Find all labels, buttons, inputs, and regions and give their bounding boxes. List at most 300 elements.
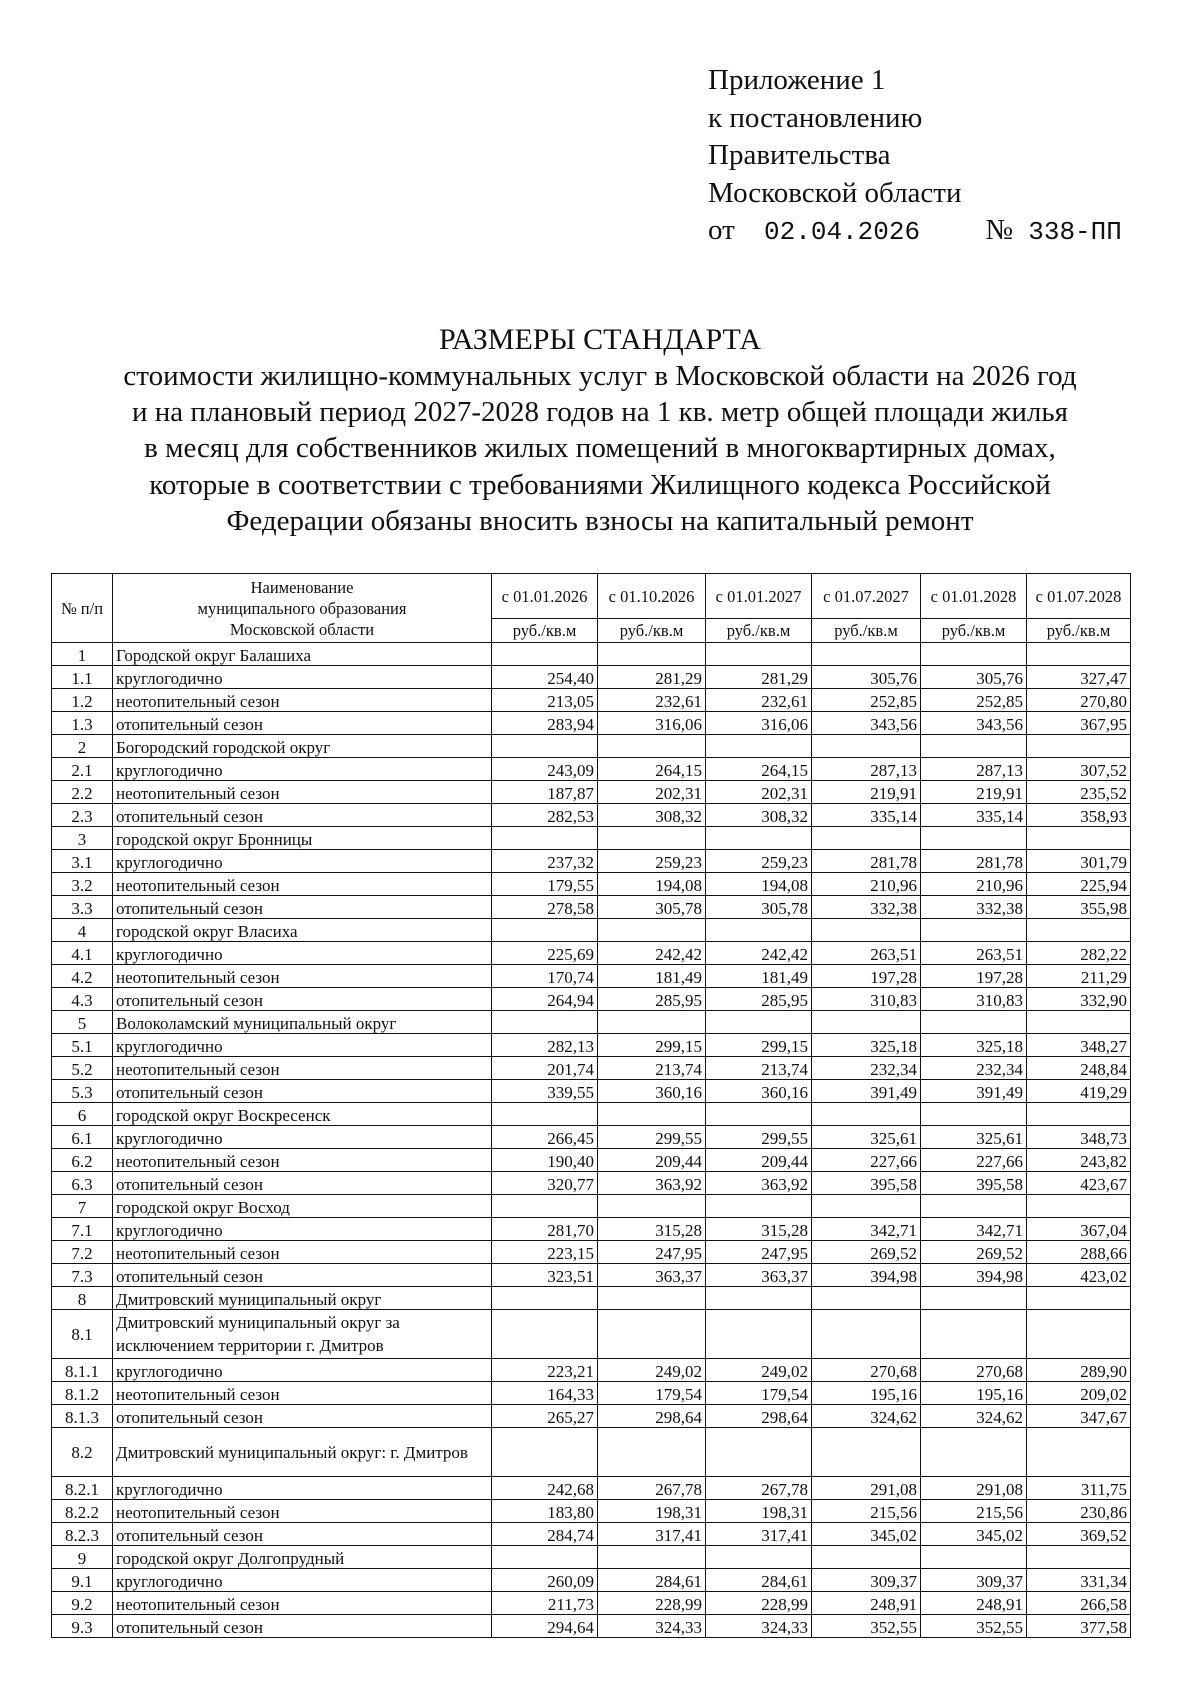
row-value: 423,02 bbox=[1027, 1264, 1131, 1287]
row-value: 363,92 bbox=[706, 1172, 812, 1195]
row-name: Дмитровский муниципальный округ: г. Дмитров bbox=[113, 1428, 492, 1477]
row-name: неотопительный сезон bbox=[113, 1149, 492, 1172]
row-value: 181,49 bbox=[706, 965, 812, 988]
row-name: круглогодично bbox=[113, 1359, 492, 1382]
row-value: 317,41 bbox=[706, 1523, 812, 1546]
row-value: 348,27 bbox=[1027, 1034, 1131, 1057]
row-value bbox=[598, 1428, 706, 1477]
row-number: 5 bbox=[52, 1011, 113, 1034]
row-value: 202,31 bbox=[706, 781, 812, 804]
row-value bbox=[812, 1310, 921, 1359]
row-value: 228,99 bbox=[598, 1592, 706, 1615]
row-number: 2.3 bbox=[52, 804, 113, 827]
row-value: 243,09 bbox=[492, 758, 598, 781]
row-value: 179,54 bbox=[598, 1382, 706, 1405]
table-row bbox=[52, 689, 1131, 712]
row-value bbox=[812, 1287, 921, 1310]
row-value: 248,84 bbox=[1027, 1057, 1131, 1080]
row-number: 8.1.2 bbox=[52, 1382, 113, 1405]
row-name: отопительный сезон bbox=[113, 1523, 492, 1546]
row-name: неотопительный сезон bbox=[113, 1382, 492, 1405]
row-value bbox=[921, 919, 1027, 942]
row-value: 342,71 bbox=[812, 1218, 921, 1241]
row-value bbox=[706, 1546, 812, 1569]
row-number: 8.2 bbox=[52, 1428, 113, 1477]
row-value bbox=[921, 1310, 1027, 1359]
table-row bbox=[52, 804, 1131, 827]
row-number: 7.3 bbox=[52, 1264, 113, 1287]
table-row bbox=[52, 1405, 1131, 1428]
row-value: 305,78 bbox=[598, 896, 706, 919]
table-row bbox=[52, 896, 1131, 919]
row-value bbox=[492, 1011, 598, 1034]
row-name: круглогодично bbox=[113, 1126, 492, 1149]
row-value: 367,04 bbox=[1027, 1218, 1131, 1241]
row-number: 6.2 bbox=[52, 1149, 113, 1172]
row-value: 179,54 bbox=[706, 1382, 812, 1405]
row-value bbox=[1027, 1103, 1131, 1126]
row-value: 248,91 bbox=[812, 1592, 921, 1615]
row-value bbox=[598, 1195, 706, 1218]
row-number: 3.2 bbox=[52, 873, 113, 896]
row-value bbox=[706, 827, 812, 850]
row-value: 232,61 bbox=[706, 689, 812, 712]
row-name: Волоколамский муниципальный округ bbox=[113, 1011, 492, 1034]
row-value: 323,51 bbox=[492, 1264, 598, 1287]
row-value: 281,70 bbox=[492, 1218, 598, 1241]
row-value bbox=[706, 1195, 812, 1218]
row-value: 363,92 bbox=[598, 1172, 706, 1195]
row-value bbox=[1027, 643, 1131, 666]
row-number: 5.2 bbox=[52, 1057, 113, 1080]
row-value bbox=[1027, 1546, 1131, 1569]
row-number: 9.2 bbox=[52, 1592, 113, 1615]
row-name: отопительный сезон bbox=[113, 1172, 492, 1195]
row-value: 232,34 bbox=[921, 1057, 1027, 1080]
row-value bbox=[706, 1310, 812, 1359]
row-value: 209,44 bbox=[598, 1149, 706, 1172]
row-value bbox=[812, 1546, 921, 1569]
row-value: 219,91 bbox=[921, 781, 1027, 804]
row-value: 263,51 bbox=[921, 942, 1027, 965]
row-value: 325,61 bbox=[812, 1126, 921, 1149]
row-value: 243,82 bbox=[1027, 1149, 1131, 1172]
row-value: 355,98 bbox=[1027, 896, 1131, 919]
row-value: 332,38 bbox=[812, 896, 921, 919]
table-row bbox=[52, 919, 1131, 942]
row-value: 264,15 bbox=[706, 758, 812, 781]
row-value bbox=[1027, 1428, 1131, 1477]
row-number: 9.1 bbox=[52, 1569, 113, 1592]
row-value: 170,74 bbox=[492, 965, 598, 988]
standards-table bbox=[51, 573, 1131, 1638]
row-value bbox=[706, 1011, 812, 1034]
row-number: 8.1.3 bbox=[52, 1405, 113, 1428]
row-value: 215,56 bbox=[812, 1500, 921, 1523]
table-row bbox=[52, 1241, 1131, 1264]
row-value bbox=[812, 919, 921, 942]
row-value: 394,98 bbox=[812, 1264, 921, 1287]
row-value: 419,29 bbox=[1027, 1080, 1131, 1103]
row-value: 269,52 bbox=[812, 1241, 921, 1264]
table-row bbox=[52, 643, 1131, 666]
row-value: 194,08 bbox=[598, 873, 706, 896]
row-value: 310,83 bbox=[921, 988, 1027, 1011]
row-number: 6.1 bbox=[52, 1126, 113, 1149]
row-value: 358,93 bbox=[1027, 804, 1131, 827]
row-value bbox=[921, 827, 1027, 850]
row-value: 237,32 bbox=[492, 850, 598, 873]
row-value bbox=[1027, 827, 1131, 850]
header-name-line: Наименование bbox=[250, 577, 354, 597]
subtitle-line: которые в соответствии с требованиями Жилищного кодекса Российской bbox=[149, 468, 1051, 501]
row-value: 227,66 bbox=[921, 1149, 1027, 1172]
header-name bbox=[113, 574, 492, 643]
row-value: 363,37 bbox=[598, 1264, 706, 1287]
table-body bbox=[52, 643, 1131, 1638]
row-value: 284,61 bbox=[598, 1569, 706, 1592]
table-row bbox=[52, 735, 1131, 758]
table-row bbox=[52, 1382, 1131, 1405]
table-row bbox=[52, 873, 1131, 896]
row-value: 242,42 bbox=[706, 942, 812, 965]
row-value: 266,45 bbox=[492, 1126, 598, 1149]
table-row bbox=[52, 1195, 1131, 1218]
row-value bbox=[706, 1428, 812, 1477]
row-value: 423,67 bbox=[1027, 1172, 1131, 1195]
header-date: с 01.07.2027 bbox=[812, 574, 921, 619]
appendix-line-1: Приложение 1 bbox=[708, 64, 886, 96]
row-name: круглогодично bbox=[113, 1477, 492, 1500]
number-prefix: № bbox=[985, 214, 1013, 246]
row-value: 325,18 bbox=[921, 1034, 1027, 1057]
row-value: 332,90 bbox=[1027, 988, 1131, 1011]
row-value: 308,32 bbox=[706, 804, 812, 827]
row-name: отопительный сезон bbox=[113, 712, 492, 735]
row-number: 1.2 bbox=[52, 689, 113, 712]
row-value: 223,15 bbox=[492, 1241, 598, 1264]
row-value: 395,58 bbox=[921, 1172, 1027, 1195]
row-name: городской округ Долгопрудный bbox=[113, 1546, 492, 1569]
row-value: 282,13 bbox=[492, 1034, 598, 1057]
row-value: 324,62 bbox=[921, 1405, 1027, 1428]
table-row bbox=[52, 1011, 1131, 1034]
row-value: 305,76 bbox=[921, 666, 1027, 689]
row-value: 215,56 bbox=[921, 1500, 1027, 1523]
row-value: 325,61 bbox=[921, 1126, 1027, 1149]
row-number: 7 bbox=[52, 1195, 113, 1218]
row-value: 284,74 bbox=[492, 1523, 598, 1546]
row-name: круглогодично bbox=[113, 1218, 492, 1241]
row-number: 7.2 bbox=[52, 1241, 113, 1264]
row-value: 194,08 bbox=[706, 873, 812, 896]
row-value: 198,31 bbox=[598, 1500, 706, 1523]
row-name: городской округ Бронницы bbox=[113, 827, 492, 850]
row-name: Дмитровский муниципальный округ за исключением территории г. Дмитров bbox=[113, 1310, 492, 1359]
row-value: 301,79 bbox=[1027, 850, 1131, 873]
row-value bbox=[492, 1546, 598, 1569]
row-value bbox=[598, 1310, 706, 1359]
row-name: Богородский городской округ bbox=[113, 735, 492, 758]
table-row bbox=[52, 1310, 1131, 1359]
row-number: 4.1 bbox=[52, 942, 113, 965]
header-date: с 01.01.2028 bbox=[921, 574, 1027, 619]
row-value: 332,38 bbox=[921, 896, 1027, 919]
row-value: 197,28 bbox=[812, 965, 921, 988]
date-prefix: от bbox=[708, 214, 735, 246]
table-row bbox=[52, 1218, 1131, 1241]
row-value: 363,37 bbox=[706, 1264, 812, 1287]
row-value: 298,64 bbox=[598, 1405, 706, 1428]
table-row bbox=[52, 666, 1131, 689]
row-value: 213,74 bbox=[706, 1057, 812, 1080]
row-number: 7.1 bbox=[52, 1218, 113, 1241]
row-value bbox=[1027, 1011, 1131, 1034]
row-value: 289,90 bbox=[1027, 1359, 1131, 1382]
row-value bbox=[921, 1011, 1027, 1034]
row-value: 367,95 bbox=[1027, 712, 1131, 735]
row-number: 8.2.2 bbox=[52, 1500, 113, 1523]
row-value: 282,22 bbox=[1027, 942, 1131, 965]
row-value: 343,56 bbox=[921, 712, 1027, 735]
row-value bbox=[706, 1287, 812, 1310]
row-name: отопительный сезон bbox=[113, 896, 492, 919]
row-value: 327,47 bbox=[1027, 666, 1131, 689]
row-value: 190,40 bbox=[492, 1149, 598, 1172]
row-number: 8.1.1 bbox=[52, 1359, 113, 1382]
row-value: 282,53 bbox=[492, 804, 598, 827]
row-number: 4 bbox=[52, 919, 113, 942]
row-value: 287,13 bbox=[812, 758, 921, 781]
row-value bbox=[492, 1287, 598, 1310]
row-value: 291,08 bbox=[921, 1477, 1027, 1500]
row-value: 270,68 bbox=[812, 1359, 921, 1382]
table-row bbox=[52, 1126, 1131, 1149]
row-value: 254,40 bbox=[492, 666, 598, 689]
row-value: 294,64 bbox=[492, 1615, 598, 1638]
row-name: неотопительный сезон bbox=[113, 781, 492, 804]
row-value: 335,14 bbox=[921, 804, 1027, 827]
appendix-line-3: Правительства bbox=[708, 139, 891, 171]
row-value: 339,55 bbox=[492, 1080, 598, 1103]
row-value: 270,80 bbox=[1027, 689, 1131, 712]
row-value bbox=[812, 643, 921, 666]
row-number: 3 bbox=[52, 827, 113, 850]
row-value bbox=[598, 1103, 706, 1126]
row-value: 316,06 bbox=[706, 712, 812, 735]
row-value: 235,52 bbox=[1027, 781, 1131, 804]
row-value: 395,58 bbox=[812, 1172, 921, 1195]
row-value: 347,67 bbox=[1027, 1405, 1131, 1428]
row-value: 210,96 bbox=[812, 873, 921, 896]
row-value: 209,44 bbox=[706, 1149, 812, 1172]
row-value: 232,61 bbox=[598, 689, 706, 712]
row-value: 284,61 bbox=[706, 1569, 812, 1592]
table-row bbox=[52, 1569, 1131, 1592]
row-value: 391,49 bbox=[812, 1080, 921, 1103]
table-row bbox=[52, 1592, 1131, 1615]
row-value bbox=[1027, 919, 1131, 942]
row-value bbox=[921, 1195, 1027, 1218]
row-number: 3.1 bbox=[52, 850, 113, 873]
row-name: неотопительный сезон bbox=[113, 965, 492, 988]
row-value: 298,64 bbox=[706, 1405, 812, 1428]
row-value: 248,91 bbox=[921, 1592, 1027, 1615]
row-name: отопительный сезон bbox=[113, 804, 492, 827]
row-value bbox=[706, 643, 812, 666]
row-value: 263,51 bbox=[812, 942, 921, 965]
row-value: 267,78 bbox=[598, 1477, 706, 1500]
row-value: 394,98 bbox=[921, 1264, 1027, 1287]
row-value: 352,55 bbox=[921, 1615, 1027, 1638]
row-number: 8.1 bbox=[52, 1310, 113, 1359]
row-value: 232,34 bbox=[812, 1057, 921, 1080]
table-row bbox=[52, 1546, 1131, 1569]
row-number: 5.1 bbox=[52, 1034, 113, 1057]
header-date: с 01.07.2028 bbox=[1027, 574, 1131, 619]
row-value: 331,34 bbox=[1027, 1569, 1131, 1592]
table-row bbox=[52, 1080, 1131, 1103]
row-value: 247,95 bbox=[598, 1241, 706, 1264]
row-name: неотопительный сезон bbox=[113, 1241, 492, 1264]
header-unit: руб./кв.м bbox=[598, 619, 706, 643]
row-value bbox=[812, 1428, 921, 1477]
header-unit: руб./кв.м bbox=[921, 619, 1027, 643]
row-name: круглогодично bbox=[113, 850, 492, 873]
row-value: 210,96 bbox=[921, 873, 1027, 896]
row-value: 287,13 bbox=[921, 758, 1027, 781]
row-name: отопительный сезон bbox=[113, 1615, 492, 1638]
row-value: 195,16 bbox=[812, 1382, 921, 1405]
row-value: 283,94 bbox=[492, 712, 598, 735]
row-value: 348,73 bbox=[1027, 1126, 1131, 1149]
row-value bbox=[598, 735, 706, 758]
row-number: 8.2.1 bbox=[52, 1477, 113, 1500]
table-row bbox=[52, 1615, 1131, 1638]
row-value: 223,21 bbox=[492, 1359, 598, 1382]
row-value bbox=[812, 735, 921, 758]
row-number: 2.2 bbox=[52, 781, 113, 804]
row-value: 259,23 bbox=[598, 850, 706, 873]
row-name: круглогодично bbox=[113, 1034, 492, 1057]
row-number: 1.3 bbox=[52, 712, 113, 735]
row-value: 307,52 bbox=[1027, 758, 1131, 781]
row-value bbox=[598, 643, 706, 666]
row-value: 179,55 bbox=[492, 873, 598, 896]
table-header bbox=[52, 574, 1131, 643]
row-value: 281,78 bbox=[921, 850, 1027, 873]
row-value: 343,56 bbox=[812, 712, 921, 735]
row-number: 8.2.3 bbox=[52, 1523, 113, 1546]
row-value bbox=[1027, 735, 1131, 758]
row-value: 247,95 bbox=[706, 1241, 812, 1264]
row-number: 3.3 bbox=[52, 896, 113, 919]
row-name: Дмитровский муниципальный округ bbox=[113, 1287, 492, 1310]
row-number: 6 bbox=[52, 1103, 113, 1126]
row-value: 230,86 bbox=[1027, 1500, 1131, 1523]
row-value bbox=[492, 643, 598, 666]
row-value: 249,02 bbox=[706, 1359, 812, 1382]
row-name: городской округ Воскресенск bbox=[113, 1103, 492, 1126]
row-value bbox=[812, 1195, 921, 1218]
row-value: 213,05 bbox=[492, 689, 598, 712]
row-name: отопительный сезон bbox=[113, 1405, 492, 1428]
row-value: 201,74 bbox=[492, 1057, 598, 1080]
row-value: 342,71 bbox=[921, 1218, 1027, 1241]
table-row bbox=[52, 1172, 1131, 1195]
row-value: 316,06 bbox=[598, 712, 706, 735]
row-value bbox=[1027, 1195, 1131, 1218]
table-row bbox=[52, 1359, 1131, 1382]
row-value: 308,32 bbox=[598, 804, 706, 827]
row-value: 309,37 bbox=[921, 1569, 1027, 1592]
row-number: 8 bbox=[52, 1287, 113, 1310]
row-number: 2 bbox=[52, 735, 113, 758]
table-row bbox=[52, 1103, 1131, 1126]
row-value bbox=[492, 1428, 598, 1477]
row-value: 320,77 bbox=[492, 1172, 598, 1195]
row-value: 315,28 bbox=[598, 1218, 706, 1241]
row-value: 299,15 bbox=[598, 1034, 706, 1057]
row-value bbox=[921, 1103, 1027, 1126]
row-value bbox=[492, 1103, 598, 1126]
row-value bbox=[812, 1103, 921, 1126]
row-number: 9.3 bbox=[52, 1615, 113, 1638]
subtitle-line: в месяц для собственников жилых помещений в многоквартирных домах, bbox=[144, 432, 1056, 465]
row-value: 260,09 bbox=[492, 1569, 598, 1592]
row-value: 252,85 bbox=[921, 689, 1027, 712]
row-value: 265,27 bbox=[492, 1405, 598, 1428]
row-value: 242,42 bbox=[598, 942, 706, 965]
table-row bbox=[52, 1477, 1131, 1500]
row-value bbox=[598, 827, 706, 850]
appendix-date-line bbox=[708, 212, 1122, 252]
row-value: 299,15 bbox=[706, 1034, 812, 1057]
row-value: 267,78 bbox=[706, 1477, 812, 1500]
row-name: неотопительный сезон bbox=[113, 873, 492, 896]
header-name-line: муниципального образования bbox=[197, 598, 407, 618]
row-value: 219,91 bbox=[812, 781, 921, 804]
row-value bbox=[706, 1103, 812, 1126]
row-value: 310,83 bbox=[812, 988, 921, 1011]
row-number: 2.1 bbox=[52, 758, 113, 781]
row-value bbox=[492, 735, 598, 758]
row-value: 242,68 bbox=[492, 1477, 598, 1500]
row-value bbox=[598, 919, 706, 942]
row-number: 5.3 bbox=[52, 1080, 113, 1103]
row-value: 377,58 bbox=[1027, 1615, 1131, 1638]
row-value bbox=[598, 1287, 706, 1310]
row-number: 1 bbox=[52, 643, 113, 666]
row-number: 4.3 bbox=[52, 988, 113, 1011]
table-row bbox=[52, 965, 1131, 988]
header-name-line: Московской области bbox=[229, 619, 375, 639]
row-value: 183,80 bbox=[492, 1500, 598, 1523]
row-name: городской округ Власиха bbox=[113, 919, 492, 942]
row-value: 345,02 bbox=[921, 1523, 1027, 1546]
table-row bbox=[52, 781, 1131, 804]
row-number: 4.2 bbox=[52, 965, 113, 988]
table-row bbox=[52, 1149, 1131, 1172]
header-unit: руб./кв.м bbox=[492, 619, 598, 643]
header-unit: руб./кв.м bbox=[706, 619, 812, 643]
row-value: 299,55 bbox=[598, 1126, 706, 1149]
table-row bbox=[52, 712, 1131, 735]
row-name: городской округ Восход bbox=[113, 1195, 492, 1218]
row-value: 211,29 bbox=[1027, 965, 1131, 988]
table-row bbox=[52, 850, 1131, 873]
header-unit: руб./кв.м bbox=[1027, 619, 1131, 643]
